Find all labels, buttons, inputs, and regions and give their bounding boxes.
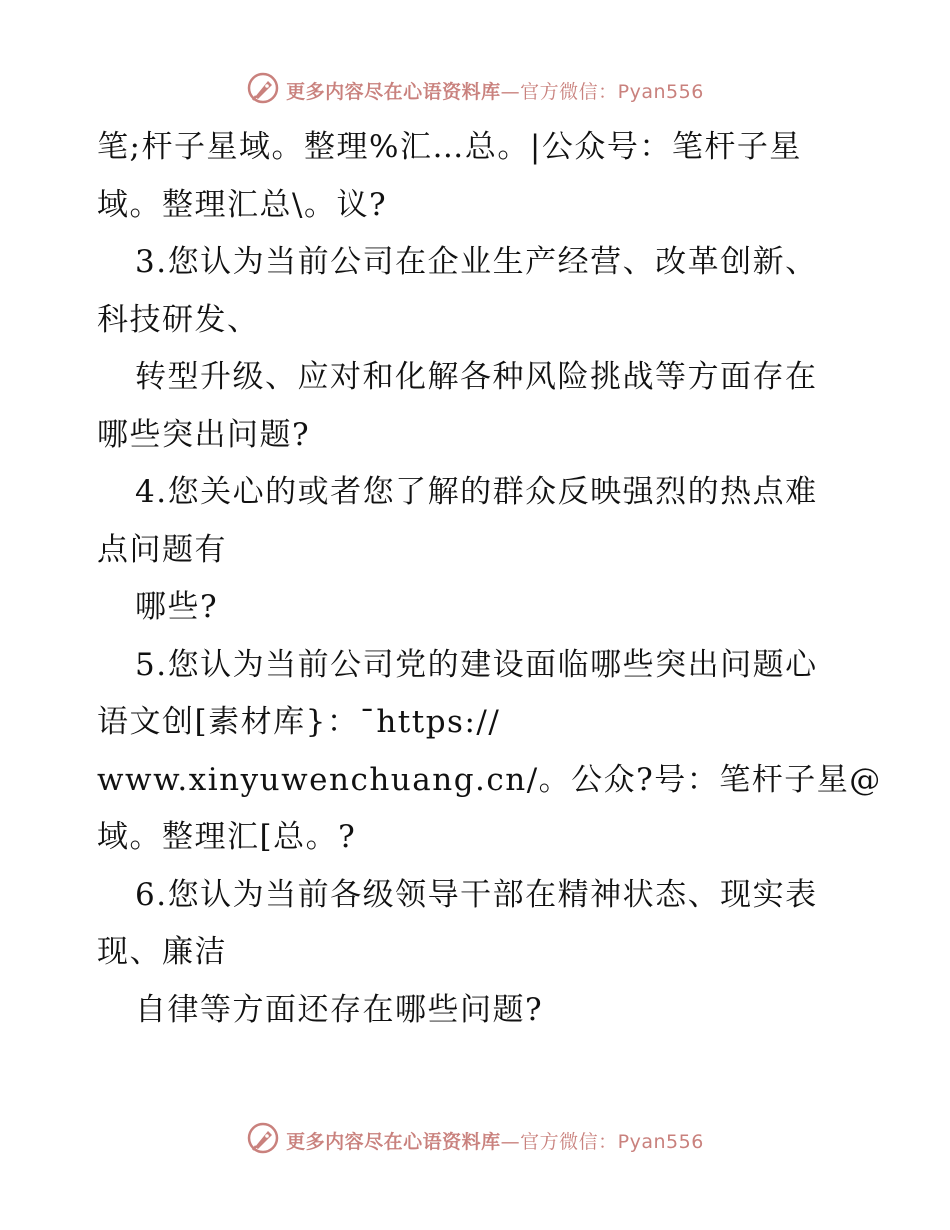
question-4-line: 4.您关心的或者您了解的群众反映强烈的热点难 [135, 474, 818, 510]
text-line: 语文创[素材库}：¯https:// [97, 704, 501, 740]
question-6-line: 6.您认为当前各级领导干部在精神状态、现实表 [135, 876, 818, 913]
text-line: 点问题有 [97, 531, 227, 568]
text-line: 域。整理汇总\。议? [97, 186, 388, 223]
text-line: 哪些突出问题? [97, 416, 311, 453]
pen-nib-logo-icon [246, 71, 280, 109]
url-line: www.xinyuwenchuang.cn/。公众?号：笔杆子星@ [97, 761, 882, 798]
banner-text: 更多内容尽在心语资料库—官方微信：Pyan556 [286, 80, 704, 103]
text-line: 域。整理汇[总。? [97, 819, 357, 855]
pen-nib-logo-icon [246, 1121, 280, 1159]
text-line: 自律等方面还存在哪些问题? [135, 991, 544, 1028]
document-body [97, 119, 882, 1039]
footer-banner [0, 1120, 950, 1160]
text-line: 科技研发、 [97, 301, 260, 338]
banner-text: 更多内容尽在心语资料库—官方微信：Pyan556 [286, 1130, 704, 1153]
text-line: 哪些? [135, 589, 219, 625]
text-line: 转型升级、应对和化解各种风险挑战等方面存在 [135, 359, 818, 395]
header-banner [0, 70, 950, 110]
question-3-line: 3.您认为当前公司在企业生产经营、改革创新、 [135, 244, 818, 280]
question-5-line: 5.您认为当前公司党的建设面临哪些突出问题心 [135, 646, 818, 683]
text-line: 笔;杆子星域。整理%汇…总。|公众号：笔杆子星 [97, 129, 802, 165]
text-line: 现、廉洁 [97, 934, 227, 970]
